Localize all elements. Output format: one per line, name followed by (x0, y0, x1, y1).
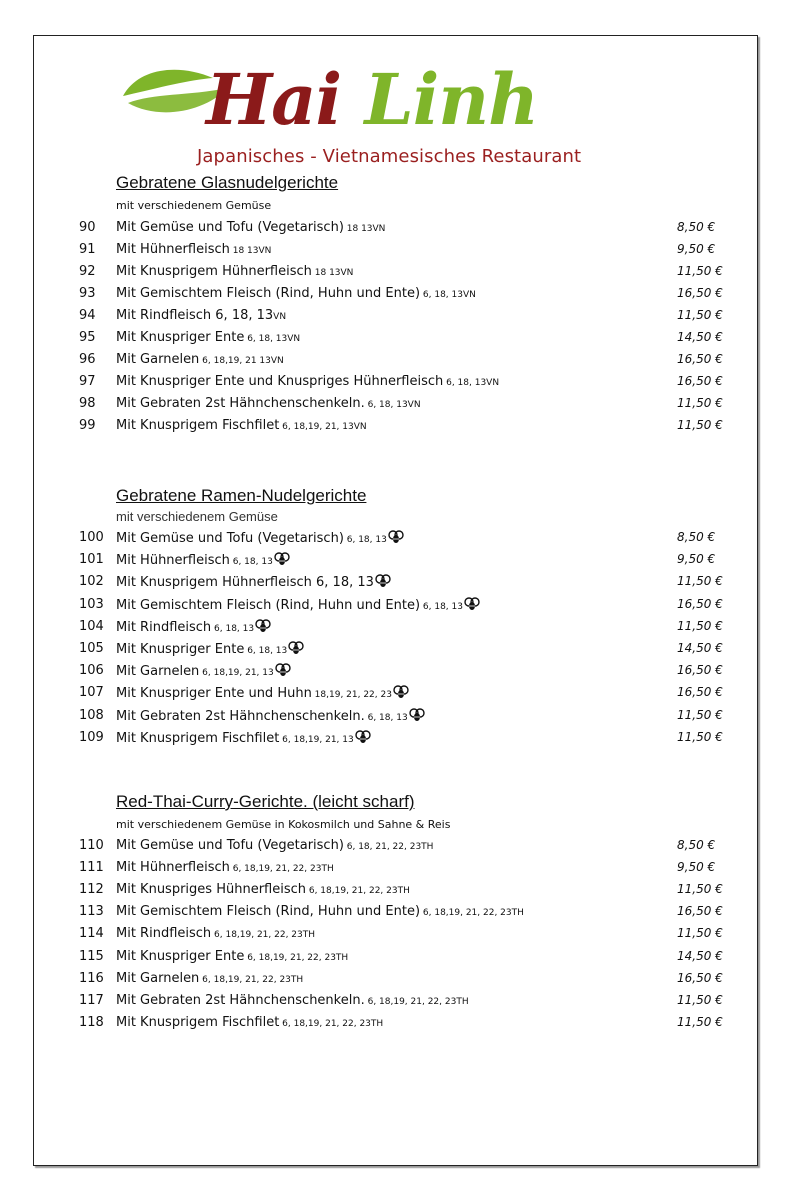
item-price: 16,50 € (677, 970, 723, 985)
item-allergen-codes: 6, 18,19, 21, 22, 23TH (420, 908, 524, 919)
item-allergen-codes: 6, 18, 13 (211, 623, 255, 634)
item-allergen-codes: 6, 18,19, 21, 13 (199, 668, 274, 679)
menu-item-row (34, 597, 757, 619)
item-number: 112 (79, 882, 104, 898)
menu-item-row (34, 530, 757, 552)
item-price: 8,50 € (677, 838, 716, 852)
item-name-text: Mit Hühnerfleisch (116, 553, 230, 569)
item-number: 116 (79, 970, 104, 986)
logo-name-part2: Linh (364, 58, 539, 141)
item-name (116, 242, 271, 257)
item-name (116, 708, 425, 724)
item-allergen-codes: 18 13VN (311, 268, 354, 278)
item-number: 94 (79, 308, 96, 323)
item-price: 11,50 € (677, 1014, 723, 1029)
item-name-text: Mit Knuspriger Ente und Knuspriges Hühnerfleisch (116, 374, 444, 389)
item-name-text: Mit Knusprigem Fischfilet (116, 730, 280, 746)
item-name-text: Mit Knuspriger Ente (116, 642, 245, 657)
menu-item-row (34, 663, 757, 685)
item-name (116, 530, 404, 546)
item-name (116, 396, 421, 411)
item-price: 8,50 € (677, 530, 716, 544)
item-number: 115 (79, 948, 104, 964)
item-allergen-codes: 6, 18, 13VN (364, 400, 421, 410)
bee-icon (287, 642, 304, 657)
item-allergen-codes: 6, 18, 13 (420, 601, 463, 612)
item-price: 11,50 € (677, 926, 723, 941)
item-name (116, 926, 315, 941)
item-price: 11,50 € (677, 882, 723, 897)
item-name-text: Mit Rindfleisch 6, 18, 13 (116, 308, 274, 323)
item-number: 114 (79, 926, 104, 942)
item-name (116, 663, 291, 679)
item-price: 16,50 € (677, 685, 723, 700)
item-name (116, 904, 524, 919)
item-price: 11,50 € (677, 396, 723, 410)
section-subtitle: mit verschiedenem Gemüse (116, 199, 272, 212)
item-price: 9,50 € (677, 552, 716, 567)
item-name (116, 730, 371, 746)
logo-tagline: Japanisches - Vietnamesisches Restaurant (197, 146, 582, 167)
item-name (116, 971, 303, 986)
item-price: 16,50 € (677, 286, 723, 300)
item-number: 90 (79, 220, 96, 235)
item-allergen-codes: 6, 18, 21, 22, 23TH (343, 842, 434, 852)
item-price: 11,50 € (677, 308, 723, 322)
menu-item-row (34, 574, 757, 596)
bee-icon (274, 664, 291, 679)
section-title: Gebratene Glasnudelgerichte (116, 173, 339, 192)
menu-item-row (34, 971, 757, 993)
item-number: 98 (79, 396, 96, 411)
bee-icon (254, 620, 271, 635)
item-number: 105 (79, 641, 104, 656)
item-price: 11,50 € (677, 618, 723, 633)
item-price: 11,50 € (677, 418, 723, 432)
item-name (116, 552, 290, 568)
item-allergen-codes: 6, 18, 13VN (443, 378, 500, 388)
item-number: 106 (79, 663, 104, 679)
item-number: 100 (79, 530, 104, 545)
item-name (116, 619, 271, 635)
menu-item-row (34, 396, 757, 418)
item-price: 11,50 € (677, 729, 723, 744)
bee-icon (408, 709, 425, 724)
menu-item-row (34, 708, 757, 730)
item-price: 11,50 € (677, 707, 723, 722)
item-name-text: Mit Hühnerfleisch (116, 860, 230, 876)
item-allergen-codes: 6, 18, 13 (343, 535, 387, 545)
item-allergen-codes: 6, 18,19, 21, 22, 23TH (279, 1018, 384, 1029)
item-name-text: Mit Garnelen (116, 970, 200, 986)
item-name (116, 641, 304, 657)
item-allergen-codes: 6, 18,19, 21, 13VN (279, 422, 367, 432)
item-name-text: Mit Gemüse und Tofu (Vegetarisch) (116, 838, 344, 853)
menu-item-row (34, 374, 757, 396)
menu-item-row (34, 418, 757, 440)
restaurant-logo (118, 58, 678, 168)
menu-page (33, 35, 758, 1166)
menu-item-row (34, 882, 757, 904)
item-allergen-codes: 6, 18,19, 21, 13 (279, 734, 354, 745)
item-allergen-codes: 6, 18,19, 21 13VN (199, 356, 284, 366)
item-number: 110 (79, 838, 104, 853)
menu-item-row (34, 552, 757, 574)
item-name (116, 1015, 383, 1030)
item-name-text: Mit Knuspriger Ente (116, 948, 245, 964)
item-name (116, 574, 391, 590)
item-name (116, 330, 300, 345)
item-name (116, 308, 286, 323)
menu-item-row (34, 730, 757, 752)
item-price: 14,50 € (677, 330, 723, 344)
bee-icon (463, 598, 480, 613)
item-name-text: Mit Gemüse und Tofu (Vegetarisch) (116, 220, 344, 235)
item-price: 14,50 € (677, 948, 723, 963)
item-allergen-codes: 6, 18,19, 21, 22, 23TH (244, 952, 349, 963)
bee-icon (354, 731, 371, 746)
item-name (116, 220, 385, 235)
item-name-text: Mit Knusprigem Hühnerfleisch 6, 18, 13 (116, 575, 374, 591)
menu-item-row (34, 330, 757, 352)
item-number: 103 (79, 596, 104, 612)
item-name (116, 838, 433, 853)
menu-item-row (34, 242, 757, 264)
section-title: Gebratene Ramen-Nudelgerichte (116, 486, 367, 505)
menu-item-row (34, 685, 757, 707)
item-allergen-codes: 6, 18, 13VN (420, 290, 476, 300)
section-subtitle: mit verschiedenem Gemüse in Kokosmilch und Sahne & Reis (116, 818, 451, 831)
item-number: 107 (79, 685, 104, 701)
item-price: 14,50 € (677, 641, 723, 655)
item-number: 111 (79, 860, 104, 876)
menu-item-row (34, 308, 757, 330)
item-number: 104 (79, 618, 104, 634)
section-title: Red-Thai-Curry-Gerichte. (leicht scharf) (116, 792, 415, 811)
item-number: 118 (79, 1014, 104, 1030)
item-name (116, 264, 353, 279)
item-name-text: Mit Knusprigem Fischfilet (116, 418, 280, 433)
item-price: 16,50 € (677, 374, 723, 388)
item-number: 102 (79, 574, 104, 590)
item-name-text: Mit Garnelen (116, 352, 200, 367)
item-price: 9,50 € (677, 242, 716, 256)
bee-icon (273, 553, 290, 568)
item-number: 97 (79, 374, 96, 389)
item-name-text: Mit Rindfleisch (116, 926, 212, 942)
item-number: 99 (79, 418, 96, 433)
menu-item-row (34, 619, 757, 641)
item-name-text: Mit Gemüse und Tofu (Vegetarisch) (116, 531, 344, 546)
item-number: 117 (79, 992, 104, 1008)
item-allergen-codes: 6, 18, 13 (364, 712, 408, 723)
menu-item-row (34, 838, 757, 860)
item-allergen-codes: 6, 18, 13VN (244, 334, 301, 344)
bee-icon (374, 575, 391, 590)
item-price: 11,50 € (677, 992, 723, 1007)
item-name-text: Mit Knuspriges Hühnerfleisch (116, 882, 306, 898)
item-price: 16,50 € (677, 904, 723, 919)
item-name (116, 286, 476, 301)
item-number: 93 (79, 286, 96, 301)
item-name-text: Mit Knuspriger Ente und Huhn (116, 686, 312, 702)
item-name-text: Mit Garnelen (116, 664, 200, 680)
item-name (116, 418, 367, 433)
menu-item-row (34, 904, 757, 926)
item-price: 16,50 € (677, 352, 723, 366)
item-number: 96 (79, 352, 96, 367)
item-name-text: Mit Gemischtem Fleisch (Rind, Huhn und Ente) (116, 286, 421, 301)
item-price: 9,50 € (677, 860, 716, 875)
item-allergen-codes: 6, 18,19, 21, 22, 23TH (199, 974, 304, 985)
item-number: 109 (79, 729, 104, 745)
item-name (116, 882, 410, 897)
item-price: 16,50 € (677, 663, 723, 678)
item-name-text: Mit Gemischtem Fleisch (Rind, Huhn und Ente) (116, 904, 421, 920)
item-name-text: Mit Hühnerfleisch (116, 242, 230, 257)
bee-icon (392, 686, 409, 701)
item-price: 11,50 € (677, 574, 723, 589)
item-name (116, 860, 334, 875)
menu-item-row (34, 286, 757, 308)
item-name-text: Mit Gebraten 2st Hähnchenschenkeln. (116, 992, 365, 1008)
menu-item-row (34, 1015, 757, 1037)
item-name-text: Mit Knusprigem Fischfilet (116, 1014, 280, 1030)
item-name (116, 993, 469, 1008)
item-number: 95 (79, 330, 96, 345)
item-allergen-codes: 6, 18,19, 21, 22, 23TH (229, 864, 334, 875)
item-number: 108 (79, 707, 104, 723)
item-allergen-codes: 6, 18,19, 21, 22, 23TH (364, 996, 469, 1007)
item-name (116, 949, 348, 964)
item-name (116, 685, 409, 701)
item-allergen-codes: VN (273, 312, 287, 322)
item-allergen-codes: 6, 18,19, 21, 22, 23TH (306, 886, 410, 897)
item-name (116, 352, 284, 367)
item-price: 8,50 € (677, 220, 716, 234)
item-allergen-codes: 6, 18, 13 (229, 557, 273, 568)
section-subtitle: mit verschiedenem Gemüse (116, 509, 278, 524)
item-number: 92 (79, 264, 96, 279)
menu-item-row (34, 993, 757, 1015)
item-name-text: Mit Rindfleisch (116, 619, 212, 635)
menu-item-row (34, 641, 757, 663)
menu-item-row (34, 220, 757, 242)
item-allergen-codes: 18 13VN (343, 224, 386, 234)
item-name-text: Mit Knuspriger Ente (116, 330, 245, 345)
item-number: 113 (79, 904, 104, 920)
menu-item-row (34, 926, 757, 948)
item-price: 11,50 € (677, 264, 723, 278)
menu-item-row (34, 860, 757, 882)
menu-item-row (34, 352, 757, 374)
item-allergen-codes: 6, 18,19, 21, 22, 23TH (211, 930, 316, 941)
item-price: 16,50 € (677, 596, 723, 611)
item-allergen-codes: 18 13VN (229, 246, 272, 256)
menu-item-row (34, 264, 757, 286)
menu-item-row (34, 949, 757, 971)
item-allergen-codes: 18,19, 21, 22, 23 (311, 690, 392, 701)
logo-name-part1: Hai (206, 58, 342, 141)
item-name (116, 597, 480, 613)
item-allergen-codes: 6, 18, 13 (244, 646, 288, 656)
item-name (116, 374, 499, 389)
item-name-text: Mit Knusprigem Hühnerfleisch (116, 264, 312, 279)
item-number: 91 (79, 242, 96, 257)
bee-icon (387, 531, 404, 546)
item-name-text: Mit Gemischtem Fleisch (Rind, Huhn und Ente) (116, 597, 421, 613)
item-name-text: Mit Gebraten 2st Hähnchenschenkeln. (116, 708, 365, 724)
item-name-text: Mit Gebraten 2st Hähnchenschenkeln. (116, 396, 365, 411)
item-number: 101 (79, 552, 104, 568)
